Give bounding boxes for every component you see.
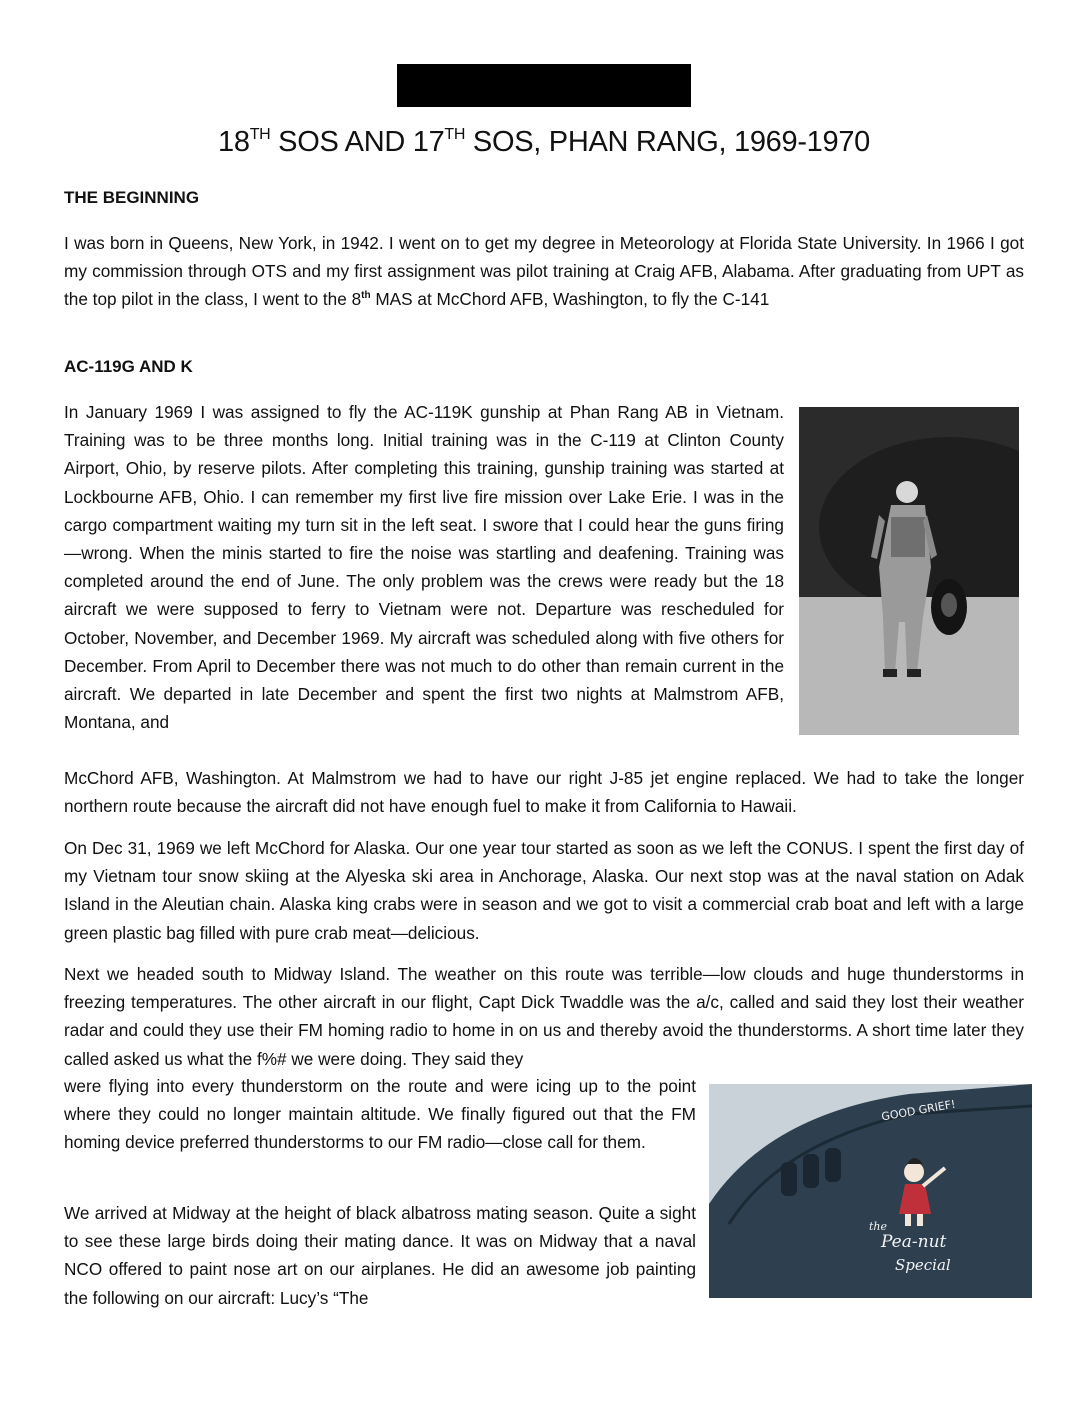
paragraph-beginning: I was born in Queens, New York, in 1942. I went on to get my degree in Meteorology at Florida State University. In 1966 I got my commission through OTS and my first assignment was pilot training at Craig AFB, Alabama. After graduating from UPT as the top pilot in the class, I went to the 8th MAS at McChord AFB, Washington, to fly the C-141: [64, 233, 1024, 310]
paragraph-training-cont: McChord AFB, Washington. At Malmstrom we had to have our right J-85 jet engine replaced. We had to take the longer northern route because the aircraft did not have enough fuel to make it from California to Hawaii.: [64, 768, 1024, 817]
page-title: 18TH SOS AND 17TH SOS, PHAN RANG, 1969-1970: [218, 126, 870, 158]
nose-art-speech: GOOD GRIEF!: [880, 1097, 957, 1124]
paragraph-alaska: On Dec 31, 1969 we left McChord for Alaska. Our one year tour started as soon as we left the CONUS. I spent the first day of my Vietnam tour snow skiing at the Alyeska ski area in Anchorage, Alaska. Our next stop was at the naval station on Adak Island in the Aleutian chain. Alaska king crabs were in season and we got to visit a commercial crab boat and left with a large green plastic bag filled with pure crab meat—delicious.: [64, 838, 1024, 943]
section-heading-ac119: AC-119G AND K: [64, 357, 193, 376]
paragraph-midway-weather-cont: were flying into every thunderstorm on the route and were icing up to the point where they could no longer maintain altitude. We finally figured out that the FM homing device preferred thunderstorms to our FM radio—close call for them.: [64, 1076, 696, 1153]
paragraph-midway-weather: Next we headed south to Midway Island. The weather on this route was terrible—low clouds and huge thunderstorms in freezing temperatures. The other aircraft in our flight, Capt Dick Twaddle was the a/c, called and said they lost their weather radar and could they use their FM homing radio to home in on us and thereby avoid the thunderstorms. A short time later they called asked us what the f%# we were doing. They said they: [64, 964, 1024, 1069]
nose-art-peanut: Pea-nut: [881, 1232, 947, 1252]
paragraph-albatross: We arrived at Midway at the height of black albatross mating season. Quite a sight to see these large birds doing their mating dance. It was on Midway that a naval NCO offered to paint nose art on our airplanes. He did an awesome job painting the following on our aircraft: Lucy’s “The: [64, 1203, 696, 1308]
section-heading-beginning: THE BEGINNING: [64, 188, 200, 207]
paragraph-training: In January 1969 I was assigned to fly the AC-119K gunship at Phan Rang AB in Vietnam. Training was to be three months long. Initial training was in the C-119 at Clinton County Airport, Ohio, by reserve pilots. After completing this training, gunship training was started at Lockbourne AFB, Ohio. I can remember my first live fire mission over Lake Erie. I was in the cargo compartment waiting my turn sit in the left seat. I swore that I could hear the guns firing—wrong. When the minis started to fire the noise was startling and deafening. Training was completed around the end of June. The only problem was the crews were ready but the 18 aircraft we were supposed to ferry to Vietnam were not. Departure was rescheduled for October, November, and December 1969. My aircraft was scheduled along with five others for December. From April to December there was not much to do other than remain current in the aircraft. We departed in late December and spent the first two nights at Malmstrom AFB, Montana, and: [64, 402, 784, 733]
nose-art-special: Special: [895, 1256, 951, 1274]
nose-art-photo: [709, 1084, 1032, 1298]
redacted-name-block: [397, 64, 691, 107]
pilot-photo: [799, 407, 1019, 735]
nose-art-the: the: [869, 1220, 888, 1233]
